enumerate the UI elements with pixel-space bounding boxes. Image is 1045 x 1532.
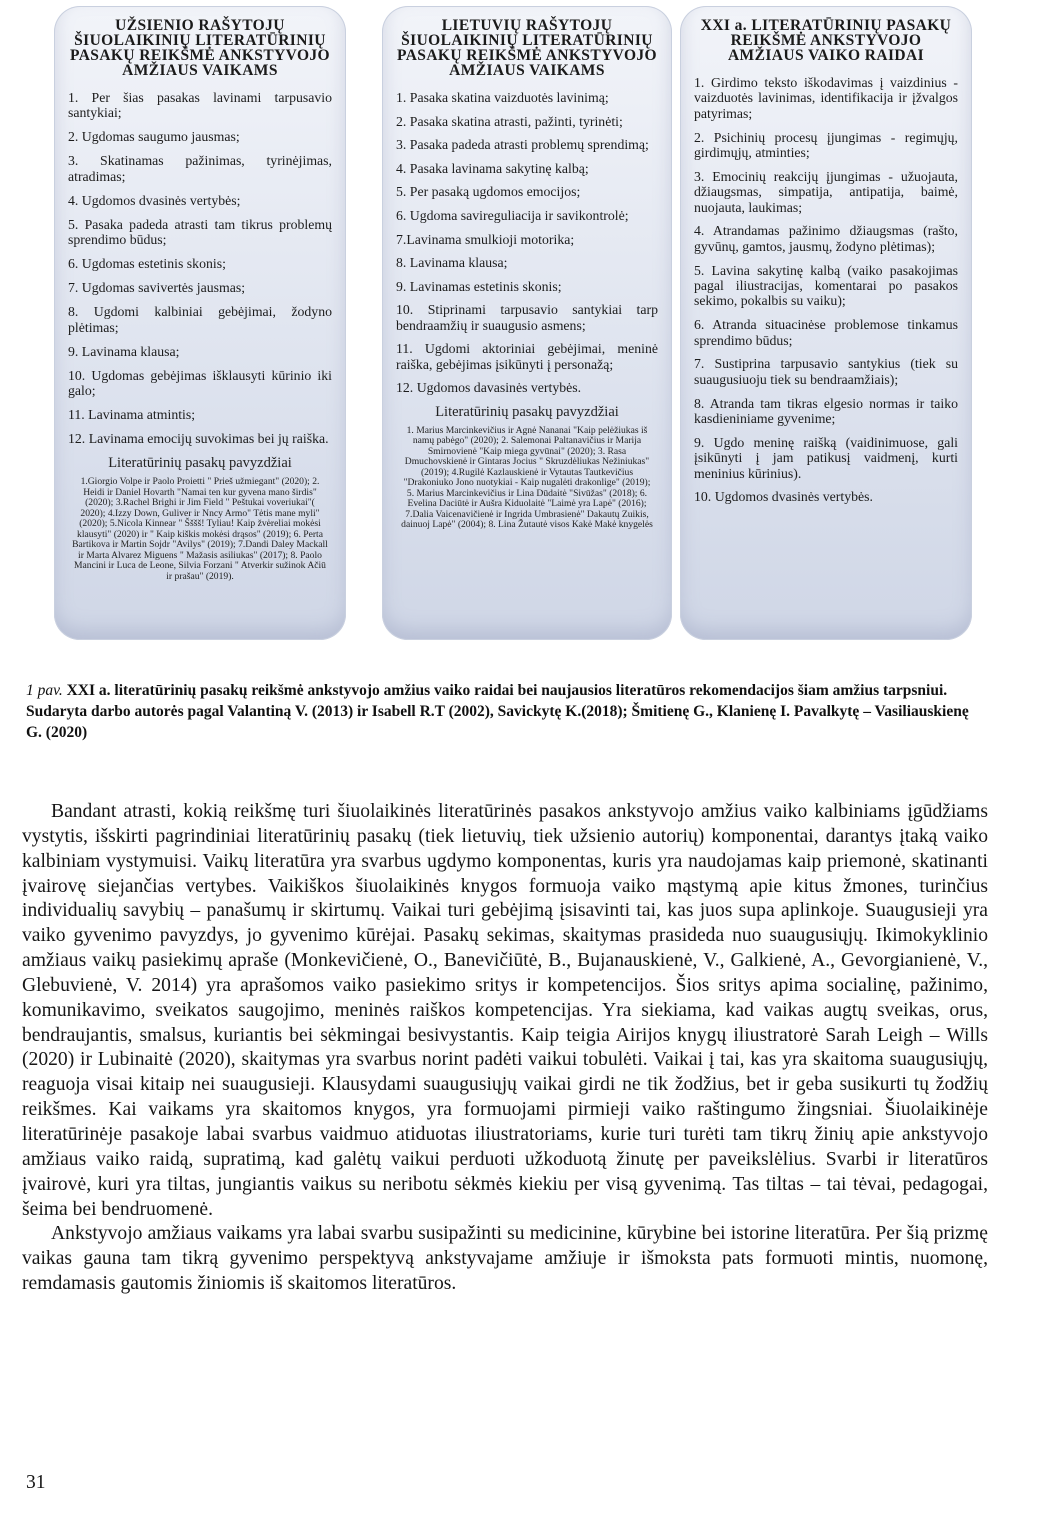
- body-text: [22, 800, 988, 1297]
- list-item: 7. Sustiprina tarpusavio santykius (tiek su suaugusiuoju tiek su bendraamžiais);: [694, 356, 958, 387]
- examples-heading: Literatūrinių pasakų pavyzdžiai: [108, 455, 292, 472]
- paragraph: Ankstyvojo amžiaus vaikams yra labai svarbu susipažinti su medicinine, kūrybine bei istorine literatūra. Per šią prizmę vaikas gauna tam tikrą gyvenimo perspektyvą ankstyvajame amžiuje ir išmoksta pats formuoti mintis, nuomonę, remdamasis gautomis žiniomis iš skaitomos literatūros.: [22, 1223, 988, 1295]
- panel-title: LIETUVIŲ RAŠYTOJŲ ŠIUOLAIKINIŲ LITERATŪRINIŲ PASAKŲ REIKŠMĖ ANKSTYVOJO AMŽIAUS VAIKAMS: [396, 17, 658, 79]
- list-item: 2. Pasaka skatina atrasti, pažinti, tyrinėti;: [396, 113, 623, 129]
- list-item: 5. Per pasaką ugdomos emocijos;: [396, 184, 581, 200]
- panel-title: XXI a. LITERATŪRINIŲ PASAKŲ REIKŠMĖ ANKSTYVOJO AMŽIAUS VAIKO RAIDAI: [700, 17, 952, 64]
- list-item: 6. Ugdoma savireguliacija ir savikontrolė;: [396, 207, 629, 223]
- list-item: 7. Ugdomas savivertės jausmas;: [68, 280, 246, 296]
- list-item: 2. Psichinių procesų įjungimas - regimųjų, girdimųjų, atminties;: [694, 129, 958, 161]
- examples-text: 1.Giorgio Volpe ir Paolo Proietti " Prieš užmiegant" (2020); 2. Heidi ir Daniel Hovarth "Namai ten kur gyvena mano širdis" (2020); 3.Rachel Brighi ir Jim Field " Peštukai voveriukai"( 2020); 4.Izzy Down, Guliver ir Nncy Armo" Tėtis mane myli" (2020); 5.Nicola Kinnear " Šššš! Tyliau! Kaip žvėreliai mokėsi klausyti" (2020) ir " Kaip kiškis mokėsi drąsos" (2019); 6. Perta Bartikova ir Martin Sojdr "Avilys" (2019); 7.Dandi Daley Mackall ir Marta Alvarez Miguens " Mažasis asiliukas" (2017); 8. Paolo Mancini ir Luca de Leone, Silvia Forzani " Atverkir sužinok Ačiū ir prašau" (2019).: [72, 476, 328, 582]
- list-item: 3. Skatinamas pažinimas, tyrinėjimas, atradimas;: [68, 153, 332, 184]
- list-item: 10. Ugdomas gebėjimas išklausyti kūrinio iki galo;: [68, 367, 332, 399]
- list-item: 6. Ugdomas estetinis skonis;: [68, 256, 226, 272]
- list-item: 1. Girdimo teksto iškodavimas į vaizdinius - vaizduotės lavinimas, identifikacija ir įžvalgos patyrimas;: [694, 75, 958, 121]
- list-item: 4. Ugdomos dvasinės vertybės;: [68, 192, 241, 208]
- list-item: 7.Lavinama smulkioji motorika;: [396, 231, 575, 247]
- panel-list: [694, 75, 958, 505]
- list-item: 11. Ugdomi aktoriniai gebėjimai, meninė raiška, gebėjimas įsikūnyti į personažą;: [396, 341, 658, 372]
- list-item: 3. Emocinių reakcijų įjungimas - užuojauta, džiaugsmas, simpatija, antipatija, baimė, nuojauta, laukimas;: [694, 168, 958, 215]
- list-item: 5. Pasaka padeda atrasti tam tikrus problemų sprendimo būdus;: [68, 216, 332, 248]
- list-item: 4. Pasaka lavinama sakytinę kalbą;: [396, 160, 589, 176]
- list-item: 9. Lavinama klausa;: [68, 343, 180, 359]
- figure-caption: [26, 680, 988, 743]
- panel-list: [68, 90, 332, 446]
- list-item: 2. Ugdomas saugumo jausmas;: [68, 129, 240, 145]
- list-item: 5. Lavina sakytinę kalbą (vaiko pasakojimas pagal iliustracijas, komentarai po pasakos sekimo, pokalbis su vaiku);: [694, 262, 958, 309]
- list-item: 8. Lavinama klausa;: [396, 255, 508, 271]
- list-item: 12. Ugdomos davasinės vertybės.: [396, 380, 582, 396]
- list-item: 9. Ugdo meninę raišką (vaidinimuose, gali įsikūnyti į jam patikusį vaidmenį, kurti meninius kūrinius).: [694, 434, 958, 481]
- panel-lithuanian-authors: [382, 6, 672, 640]
- list-item: 10. Stiprinami tarpusavio santykiai tarp bendraamžių ir suaugusio asmens;: [396, 302, 658, 333]
- panel-list: [396, 90, 658, 396]
- panel-foreign-authors: [54, 6, 346, 640]
- examples-text: 1. Marius Marcinkevičius ir Agnė Nananai "Kaip pelėžiukas iš namų pabėgo" (2020); 2. Salemonai Paltanavičius ir Marija Smirnovienė "Kaip miega gyvūnai" (2020); 3. Rasa Dmuchovskienė ir Gintaras Jocius " Skruzdėliukas Nežiniukas" (2019); 4.Rugilė Kazlauskienė ir Vytautas Tautkevičius "Drakoniuko Jono nuotykiai - Kaip nugalėti drakonlige" (2019); 5. Marius Marcinkevičius ir Lina Dūdaitė "Sivūžas" (2018); 6. Evelina Daciūtė ir Aušra Kiduolaitė "Laimė yra Lapė" (2016); 7.Dalia Vaicenavičienė ir Ingrida Umbrasienė" Dakautų Zuikis, dainuoj Lapė" (2004); 8. Lina Žutautė visos Kakė Makė knygelės: [401, 424, 653, 531]
- list-item: 10. Ugdomos dvasinės vertybės.: [694, 489, 873, 505]
- list-item: 8. Atranda tam tikras elgesio normas ir taiko kasdieniniame gyvenime;: [694, 395, 958, 427]
- panel-development: [680, 6, 972, 640]
- list-item: 4. Atrandamas pažinimo džiaugsmas (rašto, gyvūnų, gamtos, jausmų, žodyno plėtimas);: [694, 223, 958, 254]
- list-item: 12. Lavinama emocijų suvokimas bei jų raiška.: [68, 431, 329, 447]
- paragraph: Bandant atrasti, kokią reikšmę turi šiuolaikinės literatūrinės pasakos ankstyvojo amžius vaiko kalbiniams įgūdžiams vystytis, išskirti pagrindiniai literatūrinių pasakų (tiek lietuvių, tiek užsienio autorių) komponentai, darantys įtaką vaiko kalbiniam vystymuisi. Vaikų literatūra yra svarbus ugdymo komponentas, kuris yra naudojamas kaip priemonė, skatinanti įvairovę siejančias vertybes. Vaikiškos šiuolaikinės knygos formuoja vaiko mąstymą apie kitus žmones, turinčius individualių savybių – panašumų ir skirtumų. Vaikai turi gebėjimą įsisavinti tai, kas juos supa aplinkoje. Suaugusieji yra vaiko gyvenimo pavyzdys, jo gyvenimo kūrėjai. Pasakų sekimas, skaitymas prasideda nuo suaugusiųjų. Ikimokyklinio amžiaus vaikų pasiekimų apraše (Monkevičienė, O., Banevičiūtė, B., Bujanauskienė, V., Galkienė, A., Gevorgianienė, V., Glebuvienė, V. 2014) yra aprašomos vaiko pasiekimo sritys ir kompetencijos. Šios sritys apima socialinę, pažinimo, komunikavimo, sveikatos saugojimo, meninės raiškos kompetencijas. Yra siekiama, kad vaikas augtų sveikas, orus, bendraujantis, smalsus, kuriantis bei sėkmingai besivystantis. Kaip teigia Airijos knygų iliustratorė Sarah Leigh – Wills (2020) ir Lubinaitė (2020), skaitymas yra svarbus norint padėti vaikui tobulėti. Vaikai į tai, kas yra skaitoma suaugusiųjų, reaguoja visai kitaip nei suaugusieji. Klausydami suaugusiųjų vaikai girdi ne tik žodžius, bet ir geba susikurti tų žodžių reikšmes. Kai vaikams yra skaitomos knygos, yra formuojami pirmieji vaiko raštingumo žingsniai. Šiuolaikinėje literatūrinėje pasakoje labai svarbus vaidmuo atiduotas iliustratoriams, kurie turi turėti tam tikrų žinių apie ankstyvojo amžiaus vaiko raidą, supratimą, kad galėtų vaikui perduoti užkoduotą žinutę per paveikslėlius. Svarbi ir literatūros įvairovė, kuri yra tiltas, jungiantis vaikus su neribotu sėkmės kiekiu per visą gyvenimą. Tas tiltas – tai tėvai, pedagogai, šeima bei bendruomenė.: [22, 801, 988, 1220]
- page-number: 31: [26, 1472, 46, 1493]
- panel-title: UŽSIENIO RAŠYTOJŲ ŠIUOLAIKINIŲ LITERATŪRINIŲ PASAKŲ REIKŠMĖ ANKSTYVOJO AMŽIAUS VAIKAMS: [69, 17, 331, 79]
- list-item: 6. Atranda situacinėse problemose tinkamus sprendimo būdus;: [694, 317, 958, 348]
- list-item: 1. Per šias pasakas lavinami tarpusavio santykiai;: [68, 90, 332, 121]
- list-item: 3. Pasaka padeda atrasti problemų sprendimą;: [396, 137, 649, 153]
- list-item: 1. Pasaka skatina vaizduotės lavinimą;: [396, 90, 609, 105]
- figure-title: XXI a. literatūrinių pasakų reikšmė ankstyvojo amžius vaiko raidai bei naujausios literatūros rekomendacijos šiam amžius tarpsniui.: [66, 682, 948, 699]
- figure-source: Sudaryta darbo autorės pagal Valantiną V. (2013) ir Isabell R.T (2002), Savickytę K.(2018); Šmitienę G., Klanienę I. Pavalkytę – Vasiliauskienę G. (2020): [26, 703, 969, 741]
- examples-heading: Literatūrinių pasakų pavyzdžiai: [435, 403, 619, 420]
- list-item: 11. Lavinama atmintis;: [68, 407, 196, 423]
- figure-label: 1 pav.: [26, 682, 63, 699]
- list-item: 8. Ugdomi kalbiniai gebėjimai, žodyno plėtimas;: [68, 304, 332, 335]
- list-item: 9. Lavinamas estetinis skonis;: [396, 278, 562, 294]
